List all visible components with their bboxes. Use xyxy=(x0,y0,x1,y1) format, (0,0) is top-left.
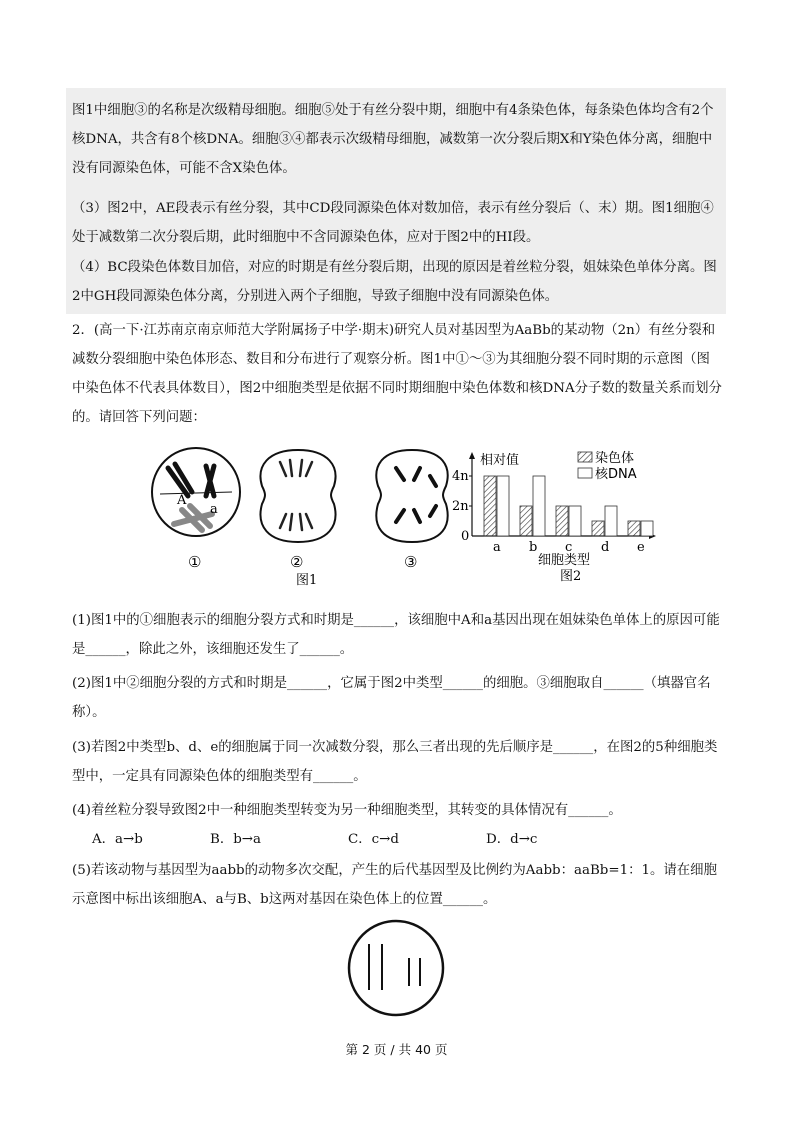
legend-label-dna: 核DNA xyxy=(595,467,637,482)
subquestion-5: (5)若该动物与基因型为aabb的动物多次交配，产生的后代基因型及比例约为Aabb：aaBb=1：1。请在细胞示意图中标出该细胞A、a与B、b这两对基因在染色体上的位置______。 xyxy=(72,863,717,907)
page-footer: 第 2 页 / 共 40 页 xyxy=(345,1042,448,1057)
cell-label-2: ② xyxy=(290,553,304,571)
option-d[interactable]: D．d→c xyxy=(486,832,538,847)
x-tick-c: c xyxy=(565,540,573,555)
question-2 xyxy=(72,316,722,432)
option-a[interactable]: A．a→b xyxy=(92,832,143,847)
solution-paragraph-3: （4）BC段染色体数目加倍，对应的时期是有丝分裂后期，出现的原因是着丝粒分裂，姐妹染色单体分离。图2中GH段同源染色体分离，分别进入两个子细胞，导致子细胞中没有同源染色体。 xyxy=(72,260,717,304)
cell-3-drawing xyxy=(376,450,447,542)
figure2-caption: 图2 xyxy=(560,569,582,584)
option-c[interactable]: C．c→d xyxy=(348,832,399,847)
subquestion-3: (3)若图2中类型b、d、e的细胞属于同一次减数分裂，那么三者出现的先后顺序是______，在图2的5种细胞类型中，一定具有同源染色体的细胞类型有______。 xyxy=(72,740,718,784)
question-stem: 研究人员对基因型为AaBb的某动物（2n）有丝分裂和减数分裂细胞中染色体形态、数目和分布进行了观察分析。图1中①～③为其细胞分裂不同时期的示意图（图中染色体不代表具体数目），图2中细胞类型是依据不同时期细胞中染色体数和核DNA分子数的数量关系而划分的。请回答下列问题： xyxy=(72,323,722,425)
subquestion-2: (2)图1中②细胞分裂的方式和时期是______，它属于图2中类型______的细胞。③细胞取自______（填器官名称）。 xyxy=(72,676,711,720)
subquestion-1: (1)图1中的①细胞表示的细胞分裂方式和时期是______，该细胞中A和a基因出现在姐妹染色单体上的原因可能是______，除此之外，该细胞还发生了______。 xyxy=(72,613,720,657)
x-tick-a: a xyxy=(493,540,501,555)
x-tick-e: e xyxy=(637,540,645,555)
solution-paragraph-1: 图1中细胞③的名称是次级精母细胞。细胞⑤处于有丝分裂中期，细胞中有4条染色体，每条染色体均含有2个核DNA，共含有8个核DNA。细胞③④都表示次级精母细胞，减数第一次分裂后期X和Y染色体分离，细胞中没有同源染色体，可能不含X染色体。 xyxy=(72,103,714,176)
y-axis-arrow xyxy=(469,452,475,459)
bar-b-chromosome xyxy=(520,506,532,536)
y-tick-4n: 4n xyxy=(452,469,469,484)
y-tick-0: 0 xyxy=(461,529,470,544)
y-tick-2n: 2n xyxy=(452,499,469,514)
question-number: 2． xyxy=(72,323,94,338)
legend-swatch-chromosome xyxy=(578,452,592,462)
answer-cell-diagram[interactable] xyxy=(346,918,446,1018)
bar-c-chromosome xyxy=(556,506,568,536)
y-axis-label: 相对值 xyxy=(480,453,520,468)
cell-label-1: ① xyxy=(188,553,202,571)
gene-label-a: a xyxy=(210,502,218,517)
gene-label-A: A xyxy=(177,493,187,508)
cell-1-drawing xyxy=(152,448,240,536)
legend-label-chromosome: 染色体 xyxy=(595,451,635,466)
figure1-caption: 图1 xyxy=(296,573,318,586)
option-b[interactable]: B．b→a xyxy=(210,832,262,847)
x-tick-d: d xyxy=(601,540,610,555)
bar-b-dna xyxy=(533,476,545,536)
legend-swatch-dna xyxy=(578,468,592,478)
bar-c-dna xyxy=(569,506,581,536)
x-axis-label: 细胞类型 xyxy=(538,553,591,568)
x-tick-b: b xyxy=(529,540,538,555)
bar-a-dna xyxy=(497,476,509,536)
cell-outline xyxy=(349,921,443,1015)
bar-a-chromosome xyxy=(484,476,496,536)
question-source: (高一下·江苏南京南京师范大学附属扬子中学·期末) xyxy=(93,323,395,338)
cell-label-3: ③ xyxy=(404,553,418,571)
solution-paragraph-2: （3）图2中，AE段表示有丝分裂，其中CD段同源染色体对数加倍，表示有丝分裂后（、末）期。图1细胞④处于减数第二次分裂后期，此时细胞中不含同源染色体，应对于图2中的HI段。 xyxy=(72,201,714,245)
bar-e-dna xyxy=(641,521,653,536)
bar-e-chromosome xyxy=(628,521,640,536)
bar-chart xyxy=(452,450,656,584)
cell-2-drawing xyxy=(261,450,336,542)
subquestion-4: (4)着丝粒分裂导致图2中一种细胞类型转变为另一种细胞类型，其转变的具体情况有______。 xyxy=(72,803,622,818)
bar-d-dna xyxy=(605,506,617,536)
bar-d-chromosome xyxy=(592,521,604,536)
figure-area xyxy=(140,446,670,586)
